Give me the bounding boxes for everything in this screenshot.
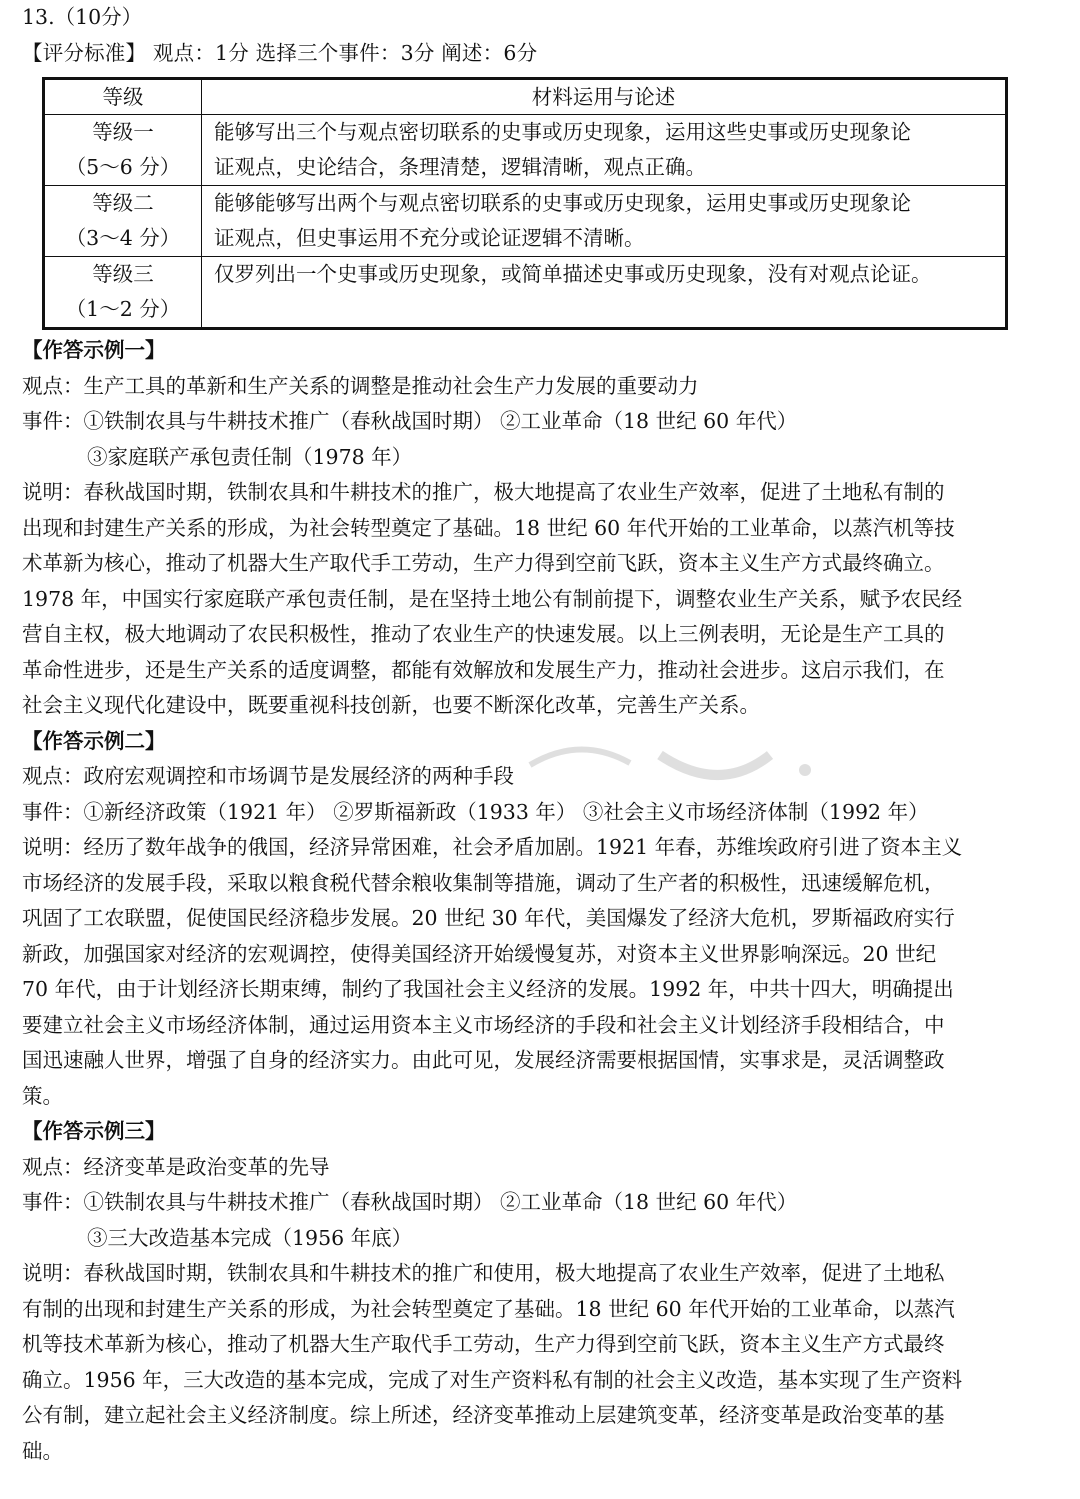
- example-events-cont: ③三大改造基本完成（1956 年底）: [87, 1225, 413, 1250]
- explanation-line: 说明：春秋战国时期，铁制农具和牛耕技术的推广和使用，极大地提高了农业生产效率，促进了土地私: [22, 1261, 945, 1285]
- explanation-line: 出现和封建生产关系的形成，为社会转型奠定了基础。18 世纪 60 年代开始的工业革命，以蒸汽机等技: [22, 515, 955, 540]
- explanation-line: 有制的出现和封建生产关系的形成，为社会转型奠定了基础。18 世纪 60 年代开始的工业革命，以蒸汽: [22, 1296, 955, 1321]
- explanation-line: 策。: [22, 1083, 63, 1108]
- example-viewpoint: 观点：经济变革是政治变革的先导: [22, 1154, 330, 1179]
- level-cell: [44, 115, 202, 186]
- explanation-line: 巩固了工农联盟，促使国民经济稳步发展。20 世纪 30 年代，美国爆发了经济大危机，罗斯福政府实行: [22, 906, 955, 930]
- description-line: 能够写出三个与观点密切联系的史事或历史现象，运用这些史事或历史现象论: [214, 120, 911, 144]
- level-cell: [44, 257, 202, 329]
- header-level: 等级: [44, 79, 202, 115]
- description-cell: [202, 186, 1007, 257]
- description-cell: [202, 115, 1007, 186]
- level-name: 等级三: [92, 262, 154, 286]
- explanation-line: 说明：经历了数年战争的俄国，经济异常困难，社会矛盾加剧。1921 年春，苏维埃政府引进了资本主义: [22, 835, 963, 859]
- explanation-line: 社会主义现代化建设中，既要重视科技创新，也要不断深化改革，完善生产关系。: [22, 693, 760, 717]
- description-line: 证观点，史论结合，条理清楚，逻辑清晰，观点正确。: [214, 155, 706, 179]
- answer-example-2: [22, 724, 1062, 1115]
- level-score: （5～6 分）: [65, 155, 181, 179]
- example-explanation: [22, 475, 1062, 724]
- description-cell: [202, 257, 1007, 329]
- example-events-cont: ③家庭联产承包责任制（1978 年）: [87, 444, 413, 469]
- table-header-row: [44, 79, 1007, 115]
- table-row: [44, 186, 1007, 257]
- explanation-line: 营自主权，极大地调动了农民积极性，推动了农业生产的快速发展。以上三例表明，无论是生产工具的: [22, 622, 945, 646]
- example-events: 事件：①铁制农具与牛耕技术推广（春秋战国时期） ②工业革命（18 世纪 60 年代）: [22, 1190, 798, 1214]
- explanation-line: 术革新为核心，推动了机器大生产取代手工劳动，生产力得到空前飞跃，资本主义生产方式最终确立。: [22, 551, 945, 575]
- question-number: 13.（10分）: [22, 5, 143, 29]
- answer-example-3: [22, 1114, 1062, 1469]
- example-viewpoint: 观点：生产工具的革新和生产关系的调整是推动社会生产力发展的重要动力: [22, 373, 699, 398]
- table-row: [44, 257, 1007, 329]
- table-row: [44, 115, 1007, 186]
- explanation-line: 市场经济的发展手段，采取以粮食税代替余粮收集制等措施，调动了生产者的积极性，迅速缓解危机，: [22, 870, 945, 895]
- description-line: 仅罗列出一个史事或历史现象，或简单描述史事或历史现象，没有对观点论证。: [214, 262, 932, 286]
- answer-page: [22, 0, 1062, 1469]
- level-score: （1～2 分）: [65, 297, 181, 321]
- example-title: 【作答示例一】: [22, 338, 166, 362]
- example-events: 事件：①铁制农具与牛耕技术推广（春秋战国时期） ②工业革命（18 世纪 60 年代）: [22, 409, 798, 433]
- explanation-line: 新政，加强国家对经济的宏观调控，使得美国经济开始缓慢复苏，对资本主义世界影响深远。20 世纪: [22, 941, 937, 966]
- header-description: 材料运用与论述: [202, 79, 1007, 115]
- grading-table: [42, 77, 1008, 330]
- level-score: （3～4 分）: [65, 226, 181, 250]
- example-explanation: [22, 830, 1062, 1114]
- example-viewpoint: 观点：政府宏观调控和市场调节是发展经济的两种手段: [22, 764, 514, 788]
- level-cell: [44, 186, 202, 257]
- explanation-line: 国迅速融人世界，增强了自身的经济实力。由此可见，发展经济需要根据国情，实事求是，灵活调整政: [22, 1048, 945, 1072]
- explanation-line: 70 年代，由于计划经济长期束缚，制约了我国社会主义经济的发展。1992 年，中共十四大，明确提出: [22, 977, 954, 1001]
- explanation-line: 确立。1956 年，三大改造的基本完成，完成了对生产资料私有制的社会主义改造，基本实现了生产资料: [22, 1367, 963, 1392]
- level-name: 等级一: [92, 120, 154, 144]
- example-title: 【作答示例二】: [22, 728, 166, 753]
- explanation-line: 说明：春秋战国时期，铁制农具和牛耕技术的推广，极大地提高了农业生产效率，促进了土地私有制的: [22, 480, 945, 504]
- explanation-line: 础。: [22, 1438, 63, 1463]
- explanation-line: 公有制，建立起社会主义经济制度。综上所述，经济变革推动上层建筑变革，经济变革是政治变革的基: [22, 1403, 945, 1427]
- scoring-criteria: 【评分标准】 观点：1分 选择三个事件：3分 阐述：6分: [22, 40, 538, 65]
- description-line: 证观点，但史事运用不充分或论证逻辑不清晰。: [214, 226, 645, 250]
- explanation-line: 机等技术革新为核心，推动了机器大生产取代手工劳动，生产力得到空前飞跃，资本主义生产方式最终: [22, 1332, 945, 1356]
- explanation-line: 革命性进步，还是生产关系的适度调整，都能有效解放和发展生产力，推动社会进步。这启示我们，在: [22, 657, 945, 682]
- answer-example-1: [22, 333, 1062, 724]
- description-line: 能够能够写出两个与观点密切联系的史事或历史现象，运用史事或历史现象论: [214, 191, 911, 215]
- example-title: 【作答示例三】: [22, 1119, 166, 1143]
- level-name: 等级二: [92, 191, 154, 215]
- example-events: 事件：①新经济政策（1921 年） ②罗斯福新政（1933 年） ③社会主义市场经济体制（1992 年）: [22, 799, 929, 824]
- example-explanation: [22, 1256, 1062, 1469]
- explanation-line: 1978 年，中国实行家庭联产承包责任制，是在坚持土地公有制前提下，调整农业生产关系，赋予农民经: [22, 586, 963, 611]
- explanation-line: 要建立社会主义市场经济体制，通过运用资本主义市场经济的手段和社会主义计划经济手段相结合，中: [22, 1012, 945, 1037]
